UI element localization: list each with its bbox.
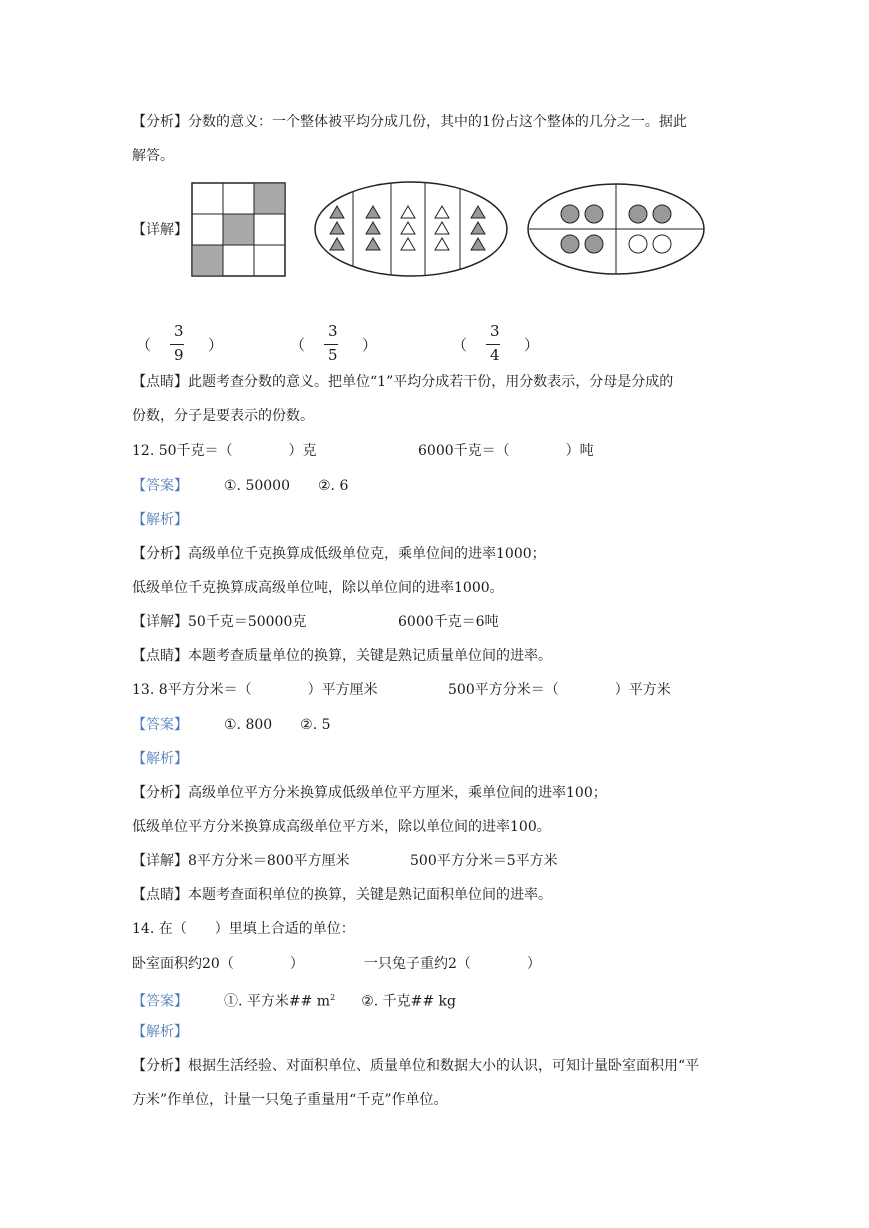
q14-analysis: 【分析】根据生活经验、对面积单位、质量单位和数据大小的认识，可知计量卧室面积用“平 <box>132 1058 700 1074</box>
q13-answer-row <box>132 715 331 735</box>
circle-ellipse-figure <box>528 184 704 274</box>
fraction-answer-2: （ 3 5 ） <box>290 322 378 364</box>
q13-detail-b: 500平方分米＝5平方米 <box>410 853 558 869</box>
q12-comment: 【点睛】本题考查质量单位的换算，关键是熟记质量单位间的进率。 <box>132 648 552 664</box>
fraction-figures <box>190 180 720 280</box>
answer-text-b: ②. 千克## kg <box>361 993 456 1010</box>
q11-analysis: 【分析】分数的意义：一个整体被平均分成几份，其中的1份占这个整体的几分之一。据此 <box>132 114 687 130</box>
answer-superscript: 2 <box>330 993 336 1002</box>
q14-item-a: 卧室面积约20（ ） <box>132 956 304 972</box>
grid-figure <box>192 183 285 276</box>
q12-detail-b: 6000千克＝6吨 <box>398 614 499 630</box>
answer-text: ①. 800 ②. 5 <box>224 717 331 733</box>
answer-text: ①. 50000 ②. 6 <box>224 478 349 494</box>
answer-label: 【答案】 <box>132 478 188 494</box>
q12-answer-row <box>132 476 348 496</box>
q11-detail-label: 【详解】 <box>132 222 188 238</box>
q12-jiexi-label: 【解析】 <box>132 512 188 528</box>
q13-jiexi-label: 【解析】 <box>132 751 188 767</box>
answer-label: 【答案】 <box>132 993 188 1010</box>
q13-comment: 【点睛】本题考查面积单位的换算，关键是熟记面积单位间的进率。 <box>132 887 552 903</box>
q11-analysis-cont: 解答。 <box>132 148 174 164</box>
q12-question-a: 12. 50千克＝（ ）克 <box>132 443 317 459</box>
q13-analysis: 【分析】高级单位平方分米换算成低级单位平方厘米，乘单位间的进率100； <box>132 785 607 801</box>
fraction-answer-1: （ 3 9 ） <box>136 322 224 364</box>
q14-jiexi-label: 【解析】 <box>132 1024 188 1040</box>
q14-analysis-cont: 方米”作单位，计量一只兔子重量用“千克”作单位。 <box>132 1092 448 1108</box>
q12-detail-a: 【详解】50千克＝50000克 <box>132 614 307 630</box>
q13-question-b: 500平方分米＝（ ）平方米 <box>448 682 671 698</box>
q12-question-b: 6000千克＝（ ）吨 <box>418 443 594 459</box>
q12-analysis-cont: 低级单位千克换算成高级单位吨，除以单位间的进率1000。 <box>132 580 504 596</box>
answer-text-a: ①. 平方米## m <box>224 993 331 1010</box>
answer-label: 【答案】 <box>132 717 188 733</box>
q13-detail-a: 【详解】8平方分米＝800平方厘米 <box>132 853 350 869</box>
q14-question: 14. 在（ ）里填上合适的单位： <box>132 921 355 937</box>
q12-analysis: 【分析】高级单位千克换算成低级单位克，乘单位间的进率1000； <box>132 546 546 562</box>
q11-comment: 【点睛】此题考查分数的意义。把单位“1”平均分成若干份，用分数表示，分母是分成的 <box>132 374 674 390</box>
triangle-ellipse-figure <box>315 180 507 280</box>
q14-item-b: 一只兔子重约2（ ） <box>364 956 541 972</box>
fraction-answer-3: （ 3 4 ） <box>452 322 540 364</box>
q13-analysis-cont: 低级单位平方分米换算成高级单位平方米，除以单位间的进率100。 <box>132 819 551 835</box>
q14-answer-row <box>132 988 456 1012</box>
q13-question-a: 13. 8平方分米＝（ ）平方厘米 <box>132 682 378 698</box>
q11-comment-cont: 份数，分子是要表示的份数。 <box>132 408 314 424</box>
